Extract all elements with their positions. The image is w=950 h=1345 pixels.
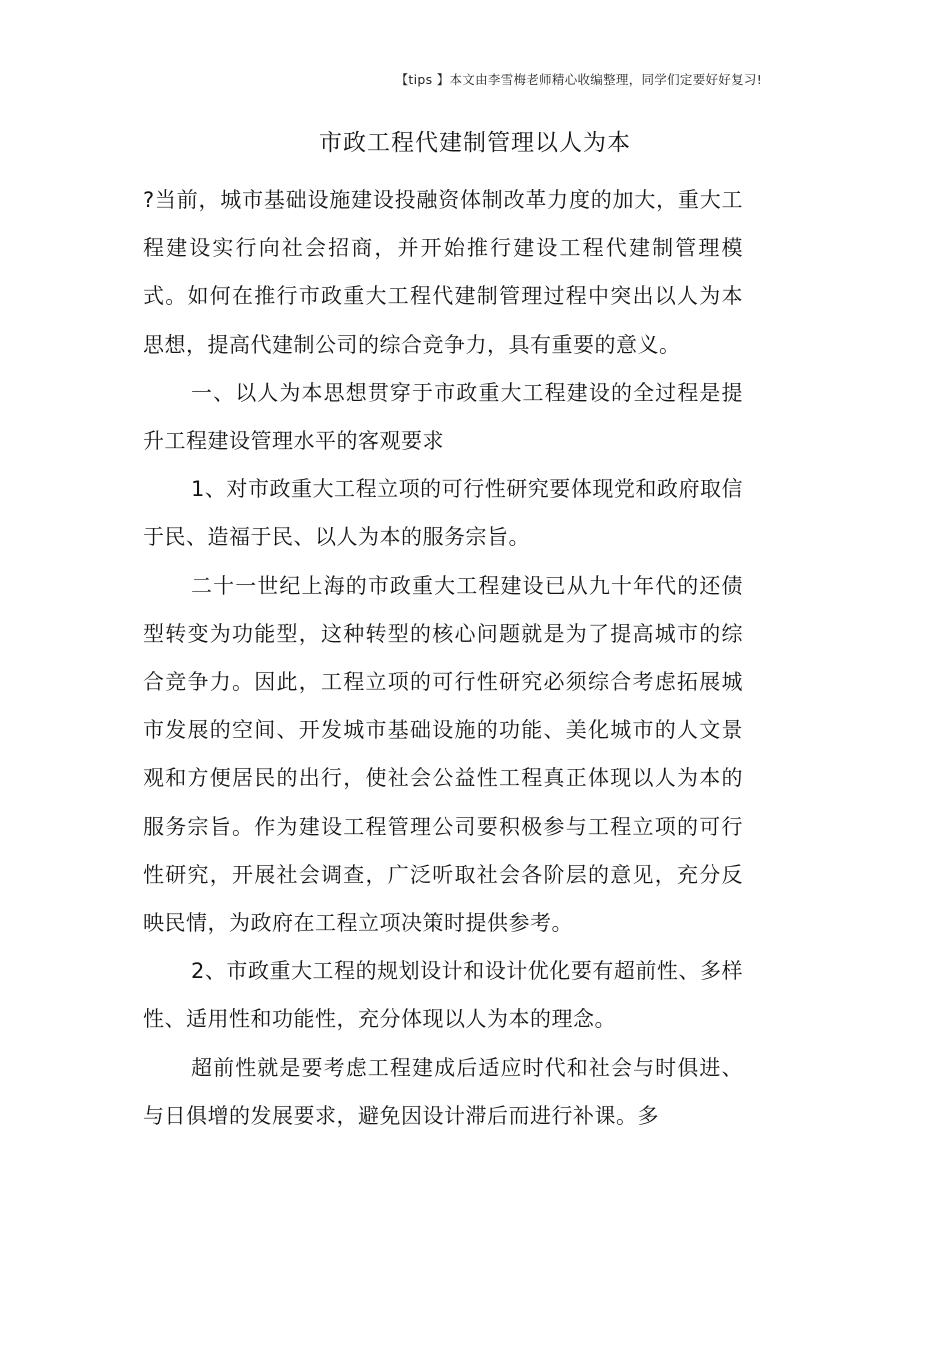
body-paragraph: 超前性就是要考虑工程建成后适应时代和社会与时俱进、与日俱增的发展要求，避免因设计滞后而进行补课。多: [143, 1055, 743, 1128]
subsection-heading-1: 1、对市政重大工程立项的可行性研究要体现党和政府取信于民、造福于民、以人为本的服务宗旨。: [143, 477, 743, 550]
document-title: 市政工程代建制管理以人为本: [319, 130, 631, 156]
section-heading-1: 一、以人为本思想贯穿于市政重大工程建设的全过程是提升工程建设管理水平的客观要求: [143, 380, 743, 454]
body-paragraph: 二十一世纪上海的市政重大工程建设已从九十年代的还债型转变为功能型，这种转型的核心问题就是为了提高城市的综合竞争力。因此，工程立项的可行性研究必须综合考虑拓展城市发展的空间、开发城市基础设施的功能、美化城市的人文景观和方便居民的出行，使社会公益性工程真正体现以人为本的服务宗旨。作为建设工程管理公司要积极参与工程立项的可行性研究，开展社会调查，广泛听取社会各阶层的意见，充分反映民情，为政府在工程立项决策时提供参考。: [143, 573, 743, 936]
intro-paragraph: ?当前，城市基础设施建设投融资体制改革力度的加大，重大工程建设实行向社会招商，并开始推行建设工程代建制管理模式。如何在推行市政重大工程代建制管理过程中突出以人为本思想，提高代建制公司的综合竞争力，具有重要的意义。: [143, 188, 743, 357]
subsection-heading-2: 2、市政重大工程的规划设计和设计优化要有超前性、多样性、适用性和功能性，充分体现以人为本的理念。: [143, 959, 743, 1032]
header-tip: 【tips 】本文由李雪梅老师精心收编整理，同学们定要好好复习!: [395, 72, 762, 87]
document-body: [143, 176, 743, 1140]
